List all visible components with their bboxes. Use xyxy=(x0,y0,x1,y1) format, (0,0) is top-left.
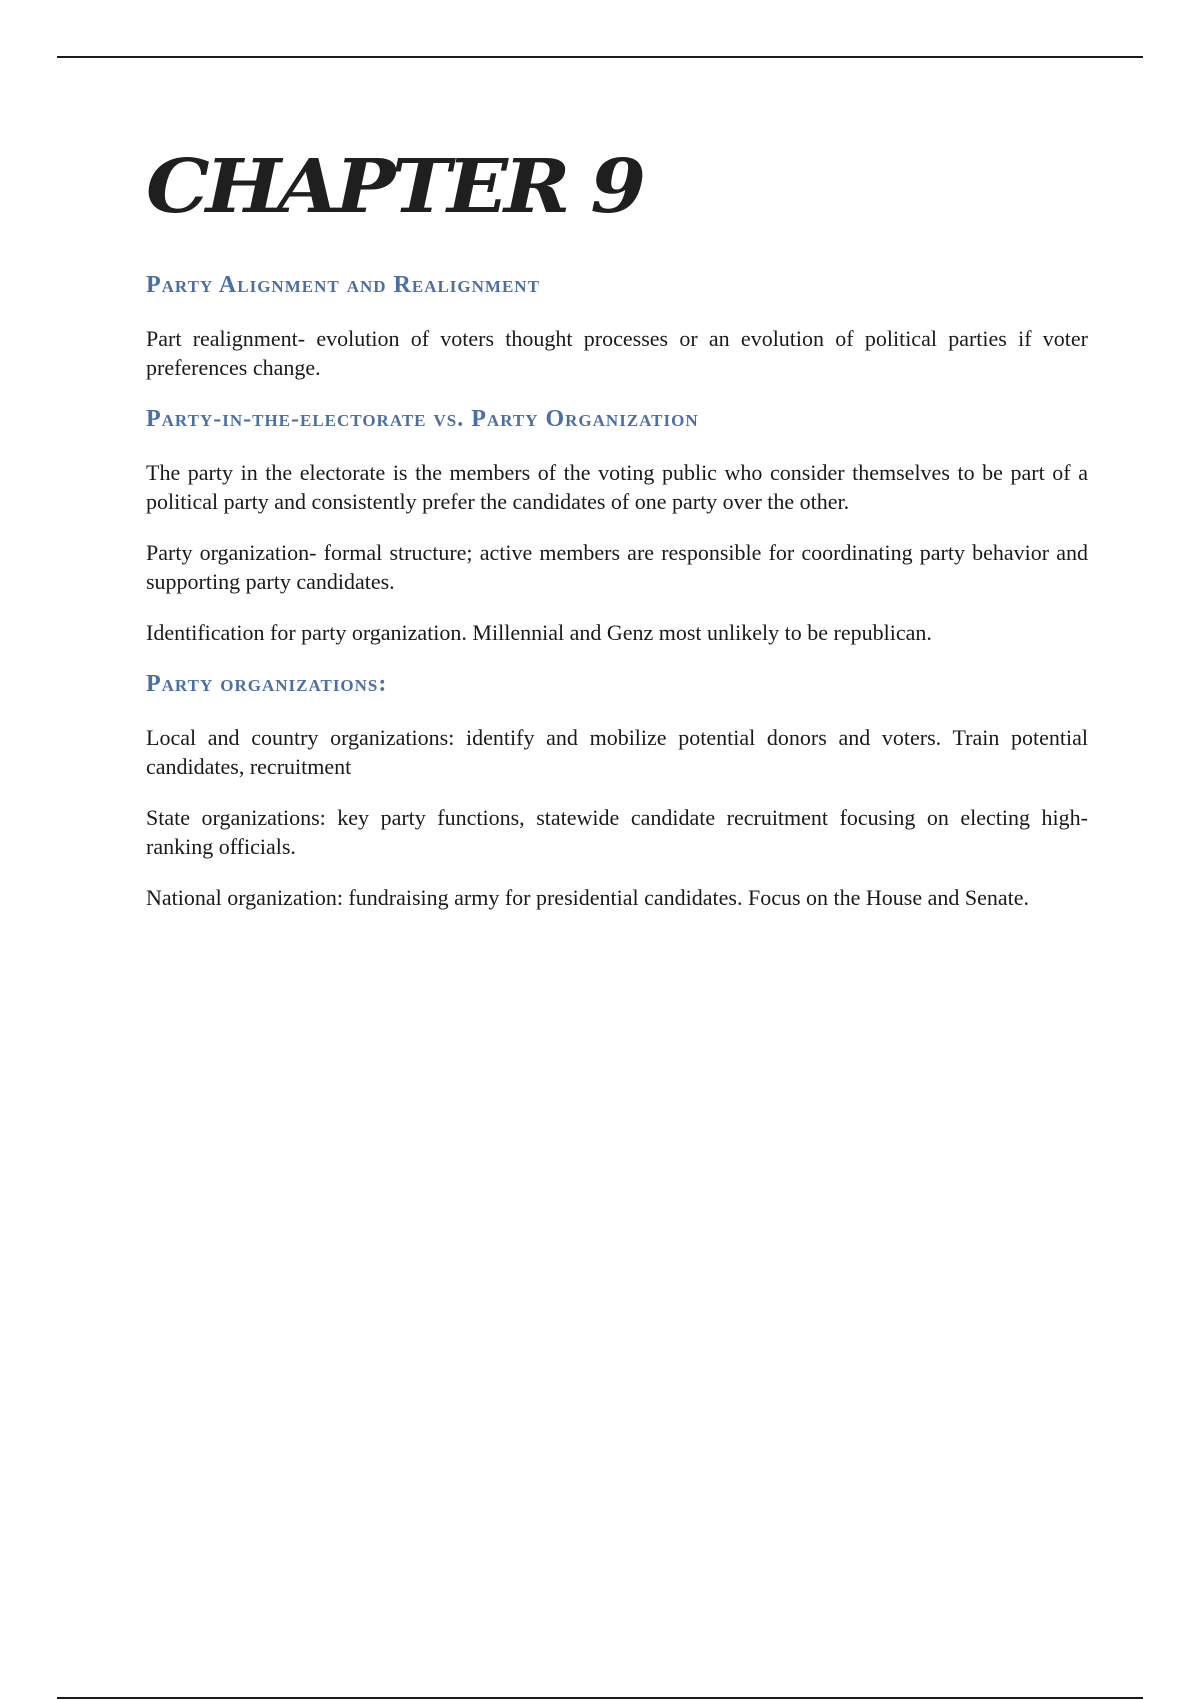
top-rule xyxy=(57,56,1143,58)
chapter-title: CHAPTER 9 xyxy=(146,142,642,230)
section-heading-alignment: Party Alignment and Realignment xyxy=(146,272,540,298)
paragraph: Local and country organizations: identify and mobilize potential donors and voters. Train potential candidates, recruitment xyxy=(146,725,1088,779)
paragraph: Party organization- formal structure; active members are responsible for coordinating party behavior and supporting party candidates. xyxy=(146,540,1088,594)
paragraph: State organizations: key party functions, statewide candidate recruitment focusing on electing high-ranking officials. xyxy=(146,805,1088,859)
section-heading-electorate: Party-in-the-electorate vs. Party Organization xyxy=(146,406,699,432)
paragraph: Part realignment- evolution of voters thought processes or an evolution of political parties if voter preferences change. xyxy=(146,326,1088,380)
section-heading-organizations: Party organizations: xyxy=(146,671,388,697)
document-body xyxy=(146,140,1088,934)
paragraph: The party in the electorate is the members of the voting public who consider themselves to be part of a political party and consistently prefer the candidates of one party over the other. xyxy=(146,460,1088,514)
paragraph: National organization: fundraising army for presidential candidates. Focus on the House and Senate. xyxy=(146,885,1030,910)
bottom-rule xyxy=(57,1697,1143,1699)
paragraph: Identification for party organization. Millennial and Genz most unlikely to be republican. xyxy=(146,620,932,645)
